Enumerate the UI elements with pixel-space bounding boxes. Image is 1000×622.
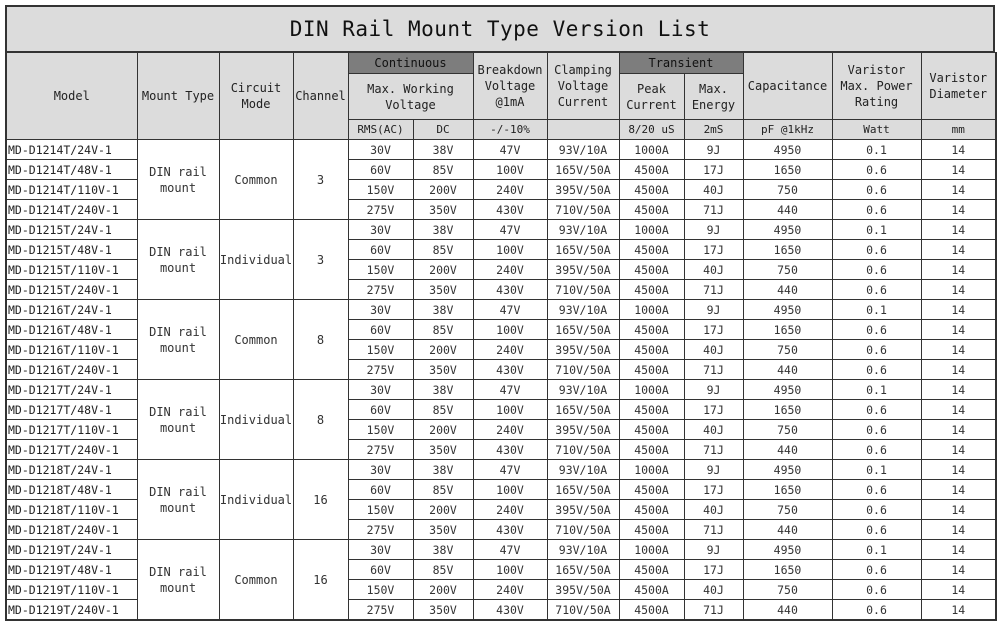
energy-cell: 17J	[684, 160, 743, 180]
rms-ac-cell: 150V	[348, 420, 413, 440]
peak-cell: 4500A	[619, 500, 684, 520]
spec-sheet	[5, 5, 995, 621]
capacitance-cell: 440	[743, 600, 832, 621]
version-table	[5, 52, 997, 621]
peak-cell: 4500A	[619, 400, 684, 420]
capacitance-cell: 440	[743, 200, 832, 220]
energy-cell: 17J	[684, 320, 743, 340]
breakdown-cell: 47V	[473, 140, 547, 160]
clamping-cell: 165V/50A	[547, 480, 619, 500]
breakdown-cell: 100V	[473, 480, 547, 500]
unit-clamping	[547, 120, 619, 140]
rms-ac-cell: 275V	[348, 200, 413, 220]
model-cell: MD-D1217T/240V-1	[6, 440, 137, 460]
header-max-energy: Max. Energy	[684, 74, 743, 120]
energy-cell: 40J	[684, 420, 743, 440]
clamping-cell: 710V/50A	[547, 360, 619, 380]
clamping-cell: 710V/50A	[547, 600, 619, 621]
breakdown-cell: 430V	[473, 360, 547, 380]
energy-cell: 71J	[684, 200, 743, 220]
rms-ac-cell: 30V	[348, 540, 413, 560]
rms-ac-cell: 275V	[348, 280, 413, 300]
header-max-working-voltage: Max. Working Voltage	[348, 74, 473, 120]
breakdown-cell: 100V	[473, 560, 547, 580]
dc-cell: 38V	[413, 220, 473, 240]
diameter-cell: 14	[921, 200, 996, 220]
table-row	[6, 220, 996, 240]
power-cell: 0.6	[832, 420, 921, 440]
clamping-cell: 395V/50A	[547, 180, 619, 200]
dc-cell: 38V	[413, 140, 473, 160]
header-varistor-diameter: Varistor Diameter	[921, 53, 996, 120]
unit-breakdown: -/-10%	[473, 120, 547, 140]
dc-cell: 200V	[413, 420, 473, 440]
model-cell: MD-D1218T/24V-1	[6, 460, 137, 480]
diameter-cell: 14	[921, 400, 996, 420]
mount-type-cell: DIN rail mount	[137, 220, 219, 300]
peak-cell: 4500A	[619, 480, 684, 500]
peak-cell: 4500A	[619, 340, 684, 360]
capacitance-cell: 1650	[743, 160, 832, 180]
capacitance-cell: 440	[743, 280, 832, 300]
capacitance-cell: 4950	[743, 540, 832, 560]
dc-cell: 350V	[413, 520, 473, 540]
rms-ac-cell: 150V	[348, 180, 413, 200]
table-row	[6, 300, 996, 320]
circuit-mode-cell: Individual	[219, 460, 293, 540]
header-transient-group: Transient	[619, 53, 743, 74]
model-cell: MD-D1215T/24V-1	[6, 220, 137, 240]
breakdown-cell: 100V	[473, 320, 547, 340]
header-channel: Channel	[293, 53, 348, 140]
breakdown-cell: 47V	[473, 460, 547, 480]
breakdown-cell: 47V	[473, 220, 547, 240]
clamping-cell: 165V/50A	[547, 400, 619, 420]
capacitance-cell: 750	[743, 180, 832, 200]
power-cell: 0.6	[832, 320, 921, 340]
model-cell: MD-D1215T/240V-1	[6, 280, 137, 300]
energy-cell: 9J	[684, 220, 743, 240]
energy-cell: 9J	[684, 380, 743, 400]
mount-type-cell: DIN rail mount	[137, 460, 219, 540]
capacitance-cell: 1650	[743, 320, 832, 340]
diameter-cell: 14	[921, 360, 996, 380]
peak-cell: 1000A	[619, 140, 684, 160]
capacitance-cell: 4950	[743, 380, 832, 400]
dc-cell: 200V	[413, 580, 473, 600]
rms-ac-cell: 60V	[348, 560, 413, 580]
clamping-cell: 710V/50A	[547, 200, 619, 220]
diameter-cell: 14	[921, 380, 996, 400]
peak-cell: 4500A	[619, 560, 684, 580]
clamping-cell: 165V/50A	[547, 240, 619, 260]
power-cell: 0.6	[832, 400, 921, 420]
energy-cell: 40J	[684, 340, 743, 360]
rms-ac-cell: 275V	[348, 520, 413, 540]
power-cell: 0.1	[832, 140, 921, 160]
diameter-cell: 14	[921, 580, 996, 600]
model-cell: MD-D1214T/240V-1	[6, 200, 137, 220]
header-breakdown-voltage: Breakdown Voltage @1mA	[473, 53, 547, 120]
header-model: Model	[6, 53, 137, 140]
diameter-cell: 14	[921, 240, 996, 260]
breakdown-cell: 100V	[473, 240, 547, 260]
energy-cell: 17J	[684, 400, 743, 420]
unit-peak-current: 8/20 uS	[619, 120, 684, 140]
peak-cell: 4500A	[619, 200, 684, 220]
rms-ac-cell: 60V	[348, 320, 413, 340]
capacitance-cell: 440	[743, 520, 832, 540]
clamping-cell: 93V/10A	[547, 300, 619, 320]
power-cell: 0.6	[832, 580, 921, 600]
rms-ac-cell: 275V	[348, 600, 413, 621]
capacitance-cell: 4950	[743, 460, 832, 480]
dc-cell: 38V	[413, 460, 473, 480]
breakdown-cell: 47V	[473, 540, 547, 560]
energy-cell: 71J	[684, 520, 743, 540]
diameter-cell: 14	[921, 180, 996, 200]
peak-cell: 1000A	[619, 460, 684, 480]
power-cell: 0.6	[832, 280, 921, 300]
breakdown-cell: 240V	[473, 180, 547, 200]
header-continuous-group: Continuous	[348, 53, 473, 74]
peak-cell: 4500A	[619, 180, 684, 200]
clamping-cell: 93V/10A	[547, 220, 619, 240]
dc-cell: 85V	[413, 480, 473, 500]
capacitance-cell: 1650	[743, 400, 832, 420]
breakdown-cell: 430V	[473, 520, 547, 540]
breakdown-cell: 430V	[473, 440, 547, 460]
peak-cell: 4500A	[619, 580, 684, 600]
power-cell: 0.6	[832, 260, 921, 280]
unit-diameter: mm	[921, 120, 996, 140]
clamping-cell: 395V/50A	[547, 420, 619, 440]
energy-cell: 40J	[684, 180, 743, 200]
model-cell: MD-D1218T/240V-1	[6, 520, 137, 540]
unit-capacitance: pF @1kHz	[743, 120, 832, 140]
table-row	[6, 460, 996, 480]
power-cell: 0.6	[832, 200, 921, 220]
breakdown-cell: 430V	[473, 200, 547, 220]
power-cell: 0.6	[832, 480, 921, 500]
mount-type-cell: DIN rail mount	[137, 140, 219, 220]
model-cell: MD-D1214T/110V-1	[6, 180, 137, 200]
peak-cell: 4500A	[619, 240, 684, 260]
diameter-cell: 14	[921, 260, 996, 280]
energy-cell: 71J	[684, 440, 743, 460]
dc-cell: 85V	[413, 240, 473, 260]
model-cell: MD-D1218T/110V-1	[6, 500, 137, 520]
energy-cell: 17J	[684, 560, 743, 580]
energy-cell: 9J	[684, 540, 743, 560]
circuit-mode-cell: Individual	[219, 220, 293, 300]
model-cell: MD-D1216T/240V-1	[6, 360, 137, 380]
dc-cell: 200V	[413, 180, 473, 200]
rms-ac-cell: 150V	[348, 580, 413, 600]
peak-cell: 1000A	[619, 540, 684, 560]
model-cell: MD-D1214T/24V-1	[6, 140, 137, 160]
clamping-cell: 710V/50A	[547, 440, 619, 460]
dc-cell: 38V	[413, 540, 473, 560]
power-cell: 0.1	[832, 300, 921, 320]
dc-cell: 350V	[413, 600, 473, 621]
peak-cell: 4500A	[619, 280, 684, 300]
clamping-cell: 165V/50A	[547, 160, 619, 180]
capacitance-cell: 4950	[743, 300, 832, 320]
channel-cell: 3	[293, 220, 348, 300]
model-cell: MD-D1216T/24V-1	[6, 300, 137, 320]
model-cell: MD-D1214T/48V-1	[6, 160, 137, 180]
energy-cell: 9J	[684, 460, 743, 480]
peak-cell: 4500A	[619, 440, 684, 460]
model-cell: MD-D1215T/110V-1	[6, 260, 137, 280]
breakdown-cell: 100V	[473, 160, 547, 180]
capacitance-cell: 1650	[743, 240, 832, 260]
mount-type-cell: DIN rail mount	[137, 380, 219, 460]
diameter-cell: 14	[921, 520, 996, 540]
capacitance-cell: 750	[743, 420, 832, 440]
channel-cell: 8	[293, 380, 348, 460]
diameter-cell: 14	[921, 500, 996, 520]
channel-cell: 16	[293, 460, 348, 540]
energy-cell: 40J	[684, 260, 743, 280]
model-cell: MD-D1219T/110V-1	[6, 580, 137, 600]
power-cell: 0.6	[832, 560, 921, 580]
model-cell: MD-D1217T/24V-1	[6, 380, 137, 400]
diameter-cell: 14	[921, 600, 996, 621]
diameter-cell: 14	[921, 220, 996, 240]
peak-cell: 4500A	[619, 420, 684, 440]
power-cell: 0.1	[832, 220, 921, 240]
clamping-cell: 395V/50A	[547, 500, 619, 520]
rms-ac-cell: 150V	[348, 500, 413, 520]
clamping-cell: 93V/10A	[547, 140, 619, 160]
power-cell: 0.6	[832, 360, 921, 380]
rms-ac-cell: 60V	[348, 160, 413, 180]
rms-ac-cell: 30V	[348, 300, 413, 320]
dc-cell: 85V	[413, 320, 473, 340]
dc-cell: 85V	[413, 560, 473, 580]
rms-ac-cell: 30V	[348, 460, 413, 480]
energy-cell: 17J	[684, 480, 743, 500]
breakdown-cell: 240V	[473, 580, 547, 600]
energy-cell: 17J	[684, 240, 743, 260]
clamping-cell: 165V/50A	[547, 560, 619, 580]
header-circuit-mode: Circuit Mode	[219, 53, 293, 140]
circuit-mode-cell: Common	[219, 300, 293, 380]
rms-ac-cell: 150V	[348, 260, 413, 280]
rms-ac-cell: 60V	[348, 240, 413, 260]
peak-cell: 1000A	[619, 300, 684, 320]
model-cell: MD-D1219T/48V-1	[6, 560, 137, 580]
rms-ac-cell: 275V	[348, 440, 413, 460]
breakdown-cell: 240V	[473, 260, 547, 280]
peak-cell: 1000A	[619, 380, 684, 400]
unit-power: Watt	[832, 120, 921, 140]
circuit-mode-cell: Common	[219, 540, 293, 621]
dc-cell: 85V	[413, 400, 473, 420]
clamping-cell: 93V/10A	[547, 540, 619, 560]
diameter-cell: 14	[921, 480, 996, 500]
capacitance-cell: 4950	[743, 140, 832, 160]
unit-rms-ac: RMS(AC)	[348, 120, 413, 140]
table-body	[6, 140, 996, 621]
peak-cell: 1000A	[619, 220, 684, 240]
unit-max-energy: 2mS	[684, 120, 743, 140]
table-row	[6, 140, 996, 160]
peak-cell: 4500A	[619, 260, 684, 280]
model-cell: MD-D1219T/24V-1	[6, 540, 137, 560]
energy-cell: 40J	[684, 500, 743, 520]
power-cell: 0.6	[832, 600, 921, 621]
peak-cell: 4500A	[619, 160, 684, 180]
capacitance-cell: 440	[743, 440, 832, 460]
dc-cell: 350V	[413, 280, 473, 300]
dc-cell: 350V	[413, 200, 473, 220]
rms-ac-cell: 150V	[348, 340, 413, 360]
model-cell: MD-D1216T/48V-1	[6, 320, 137, 340]
power-cell: 0.1	[832, 540, 921, 560]
energy-cell: 71J	[684, 360, 743, 380]
energy-cell: 40J	[684, 580, 743, 600]
header-mount-type: Mount Type	[137, 53, 219, 140]
diameter-cell: 14	[921, 540, 996, 560]
dc-cell: 350V	[413, 360, 473, 380]
breakdown-cell: 100V	[473, 400, 547, 420]
power-cell: 0.6	[832, 520, 921, 540]
peak-cell: 4500A	[619, 600, 684, 621]
clamping-cell: 93V/10A	[547, 460, 619, 480]
power-cell: 0.6	[832, 240, 921, 260]
model-cell: MD-D1217T/48V-1	[6, 400, 137, 420]
unit-dc: DC	[413, 120, 473, 140]
capacitance-cell: 750	[743, 580, 832, 600]
model-cell: MD-D1218T/48V-1	[6, 480, 137, 500]
header-clamping-voltage: Clamping Voltage Current	[547, 53, 619, 120]
dc-cell: 38V	[413, 300, 473, 320]
capacitance-cell: 750	[743, 260, 832, 280]
clamping-cell: 710V/50A	[547, 520, 619, 540]
mount-type-cell: DIN rail mount	[137, 300, 219, 380]
capacitance-cell: 440	[743, 360, 832, 380]
power-cell: 0.6	[832, 340, 921, 360]
capacitance-cell: 750	[743, 500, 832, 520]
header-varistor-power: Varistor Max. Power Rating	[832, 53, 921, 120]
model-cell: MD-D1219T/240V-1	[6, 600, 137, 621]
breakdown-cell: 430V	[473, 280, 547, 300]
capacitance-cell: 1650	[743, 480, 832, 500]
breakdown-cell: 240V	[473, 500, 547, 520]
rms-ac-cell: 60V	[348, 400, 413, 420]
energy-cell: 9J	[684, 140, 743, 160]
energy-cell: 71J	[684, 600, 743, 621]
diameter-cell: 14	[921, 140, 996, 160]
power-cell: 0.6	[832, 180, 921, 200]
dc-cell: 200V	[413, 500, 473, 520]
header-capacitance: Capacitance	[743, 53, 832, 120]
channel-cell: 8	[293, 300, 348, 380]
dc-cell: 200V	[413, 340, 473, 360]
diameter-cell: 14	[921, 340, 996, 360]
clamping-cell: 165V/50A	[547, 320, 619, 340]
dc-cell: 85V	[413, 160, 473, 180]
clamping-cell: 395V/50A	[547, 580, 619, 600]
peak-cell: 4500A	[619, 520, 684, 540]
diameter-cell: 14	[921, 420, 996, 440]
clamping-cell: 93V/10A	[547, 380, 619, 400]
model-cell: MD-D1216T/110V-1	[6, 340, 137, 360]
clamping-cell: 395V/50A	[547, 340, 619, 360]
power-cell: 0.6	[832, 500, 921, 520]
diameter-cell: 14	[921, 300, 996, 320]
table-title: DIN Rail Mount Type Version List	[5, 5, 995, 52]
circuit-mode-cell: Individual	[219, 380, 293, 460]
energy-cell: 9J	[684, 300, 743, 320]
capacitance-cell: 750	[743, 340, 832, 360]
table-row	[6, 540, 996, 560]
diameter-cell: 14	[921, 320, 996, 340]
model-cell: MD-D1215T/48V-1	[6, 240, 137, 260]
power-cell: 0.1	[832, 460, 921, 480]
diameter-cell: 14	[921, 440, 996, 460]
dc-cell: 200V	[413, 260, 473, 280]
rms-ac-cell: 60V	[348, 480, 413, 500]
breakdown-cell: 47V	[473, 300, 547, 320]
diameter-cell: 14	[921, 460, 996, 480]
power-cell: 0.6	[832, 440, 921, 460]
capacitance-cell: 4950	[743, 220, 832, 240]
circuit-mode-cell: Common	[219, 140, 293, 220]
power-cell: 0.1	[832, 380, 921, 400]
channel-cell: 16	[293, 540, 348, 621]
dc-cell: 38V	[413, 380, 473, 400]
table-row	[6, 380, 996, 400]
peak-cell: 4500A	[619, 320, 684, 340]
breakdown-cell: 430V	[473, 600, 547, 621]
breakdown-cell: 240V	[473, 420, 547, 440]
diameter-cell: 14	[921, 560, 996, 580]
rms-ac-cell: 30V	[348, 220, 413, 240]
peak-cell: 4500A	[619, 360, 684, 380]
rms-ac-cell: 30V	[348, 140, 413, 160]
capacitance-cell: 1650	[743, 560, 832, 580]
power-cell: 0.6	[832, 160, 921, 180]
clamping-cell: 395V/50A	[547, 260, 619, 280]
breakdown-cell: 47V	[473, 380, 547, 400]
channel-cell: 3	[293, 140, 348, 220]
header-peak-current: Peak Current	[619, 74, 684, 120]
rms-ac-cell: 275V	[348, 360, 413, 380]
diameter-cell: 14	[921, 280, 996, 300]
diameter-cell: 14	[921, 160, 996, 180]
mount-type-cell: DIN rail mount	[137, 540, 219, 621]
clamping-cell: 710V/50A	[547, 280, 619, 300]
model-cell: MD-D1217T/110V-1	[6, 420, 137, 440]
breakdown-cell: 240V	[473, 340, 547, 360]
dc-cell: 350V	[413, 440, 473, 460]
energy-cell: 71J	[684, 280, 743, 300]
rms-ac-cell: 30V	[348, 380, 413, 400]
